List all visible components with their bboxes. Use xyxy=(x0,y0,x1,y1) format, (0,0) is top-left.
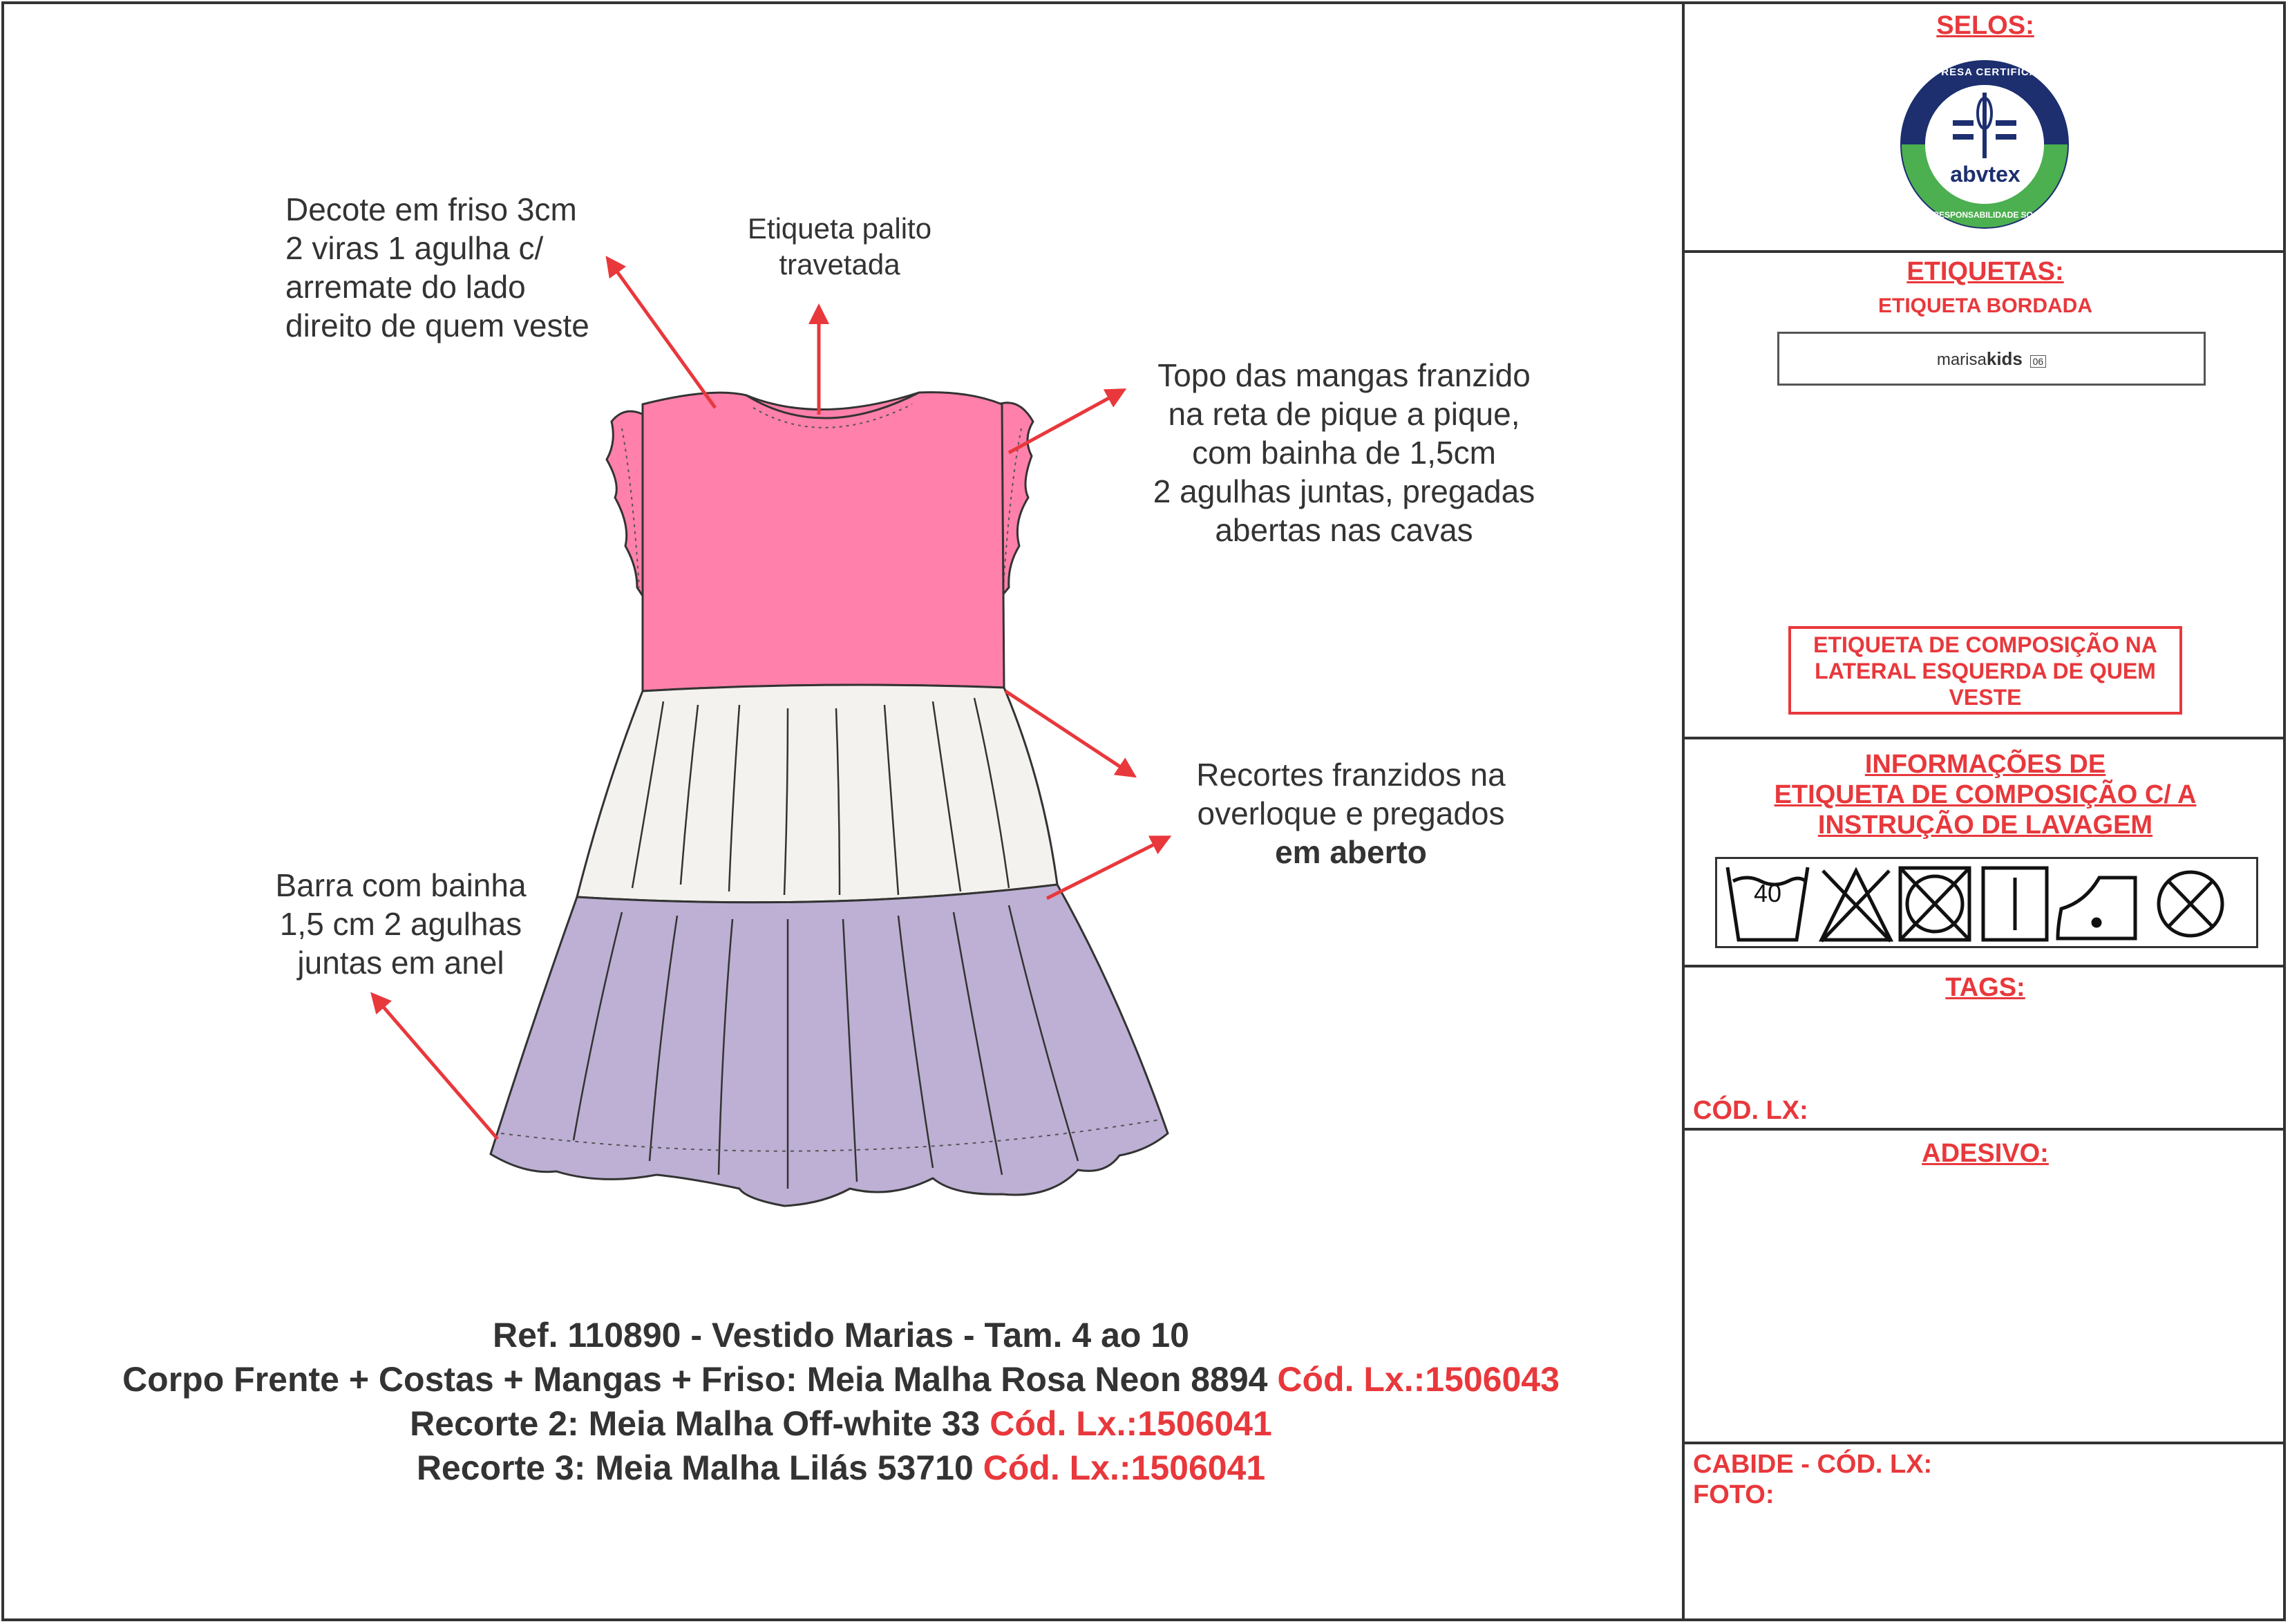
note-etiqueta-palito: Etiqueta palito travetada xyxy=(747,212,932,281)
no-dry-clean-icon xyxy=(2159,872,2222,936)
etiquetas-title: ETIQUETAS: xyxy=(1906,257,2064,286)
section-instrucoes xyxy=(1685,739,2286,967)
label-brand-b: kids xyxy=(1986,348,2023,369)
info-title: INFORMAÇÕES DE ETIQUETA DE COMPOSIÇÃO C/ A INSTRUÇÃO DE LAVAGEM xyxy=(1774,750,2197,840)
section-selos xyxy=(1685,3,2286,253)
brand-label xyxy=(1777,332,2206,386)
section-etiquetas xyxy=(1685,253,2286,739)
bodice xyxy=(643,393,1004,691)
left-sleeve xyxy=(607,411,646,601)
composicao-box: ETIQUETA DE COMPOSIÇÃO NA LATERAL ESQUERDA DE QUEM VESTE xyxy=(1788,626,2182,715)
note-barra: Barra com bainha 1,5 cm 2 agulhas juntas em anel xyxy=(275,867,527,981)
wash-temp: 40 xyxy=(1753,879,1782,907)
caption-ref: Ref. 110890 - Vestido Marias - Tam. 4 ao 10 xyxy=(493,1316,1189,1354)
foto-label: FOTO: xyxy=(1693,1480,1775,1509)
line-dry-icon xyxy=(1983,868,2047,940)
adesivo-title: ADESIVO: xyxy=(1922,1139,2049,1168)
note-decote: Decote em friso 3cm 2 viras 1 agulha c/ arremate do lado direito de quem veste xyxy=(285,191,589,343)
note-mangas: Topo das mangas franzido na reta de pique a pique, com bainha de 1,5cm 2 agulhas juntas, pregadas abertas nas cavas xyxy=(1153,357,1535,548)
note-recortes: Recortes franzidos na overloque e pregados em aberto xyxy=(1196,757,1506,870)
label-brand-a: marisa xyxy=(1936,350,1987,369)
selos-title: SELOS: xyxy=(1936,11,2034,40)
spec-panel xyxy=(1682,3,2286,1620)
etiqueta-bordada-label: ETIQUETA BORDADA xyxy=(1878,294,2092,317)
tags-title: TAGS: xyxy=(1945,973,2025,1002)
iron-low-icon xyxy=(2058,878,2135,938)
care-symbols xyxy=(1685,739,2286,967)
cod-lx-label: CÓD. LX: xyxy=(1693,1096,1808,1125)
no-bleach-icon xyxy=(1821,871,1891,941)
seal-top-text: EMPRESA CERTIFICADA xyxy=(1916,66,2054,78)
caption-line-2: Corpo Frente + Costas + Mangas + Friso: Meia Malha Rosa Neon 8894 Cód. Lx.:1506043 xyxy=(122,1360,1560,1399)
label-size: 06 xyxy=(2030,355,2047,368)
cabide-label: CABIDE - CÓD. LX: xyxy=(1693,1450,1933,1479)
seal-brand: abvtex xyxy=(1950,162,2021,187)
caption-line-4: Recorte 3: Meia Malha Lilás 53710 Cód. Lx.:1506041 xyxy=(416,1448,1266,1487)
product-caption xyxy=(0,1313,1682,1490)
section-tags xyxy=(1685,967,2286,1131)
seal-bottom-text: EM RESPONSABILIDADE SOCIAL xyxy=(1918,210,2052,220)
caption-line-3: Recorte 2: Meia Malha Off-white 33 Cód. Lx.:1506041 xyxy=(410,1404,1272,1443)
no-tumble-dry-icon xyxy=(1900,868,1969,940)
adesivo-divider xyxy=(1685,1442,2286,1444)
section-adesivo xyxy=(1685,1131,2286,1620)
